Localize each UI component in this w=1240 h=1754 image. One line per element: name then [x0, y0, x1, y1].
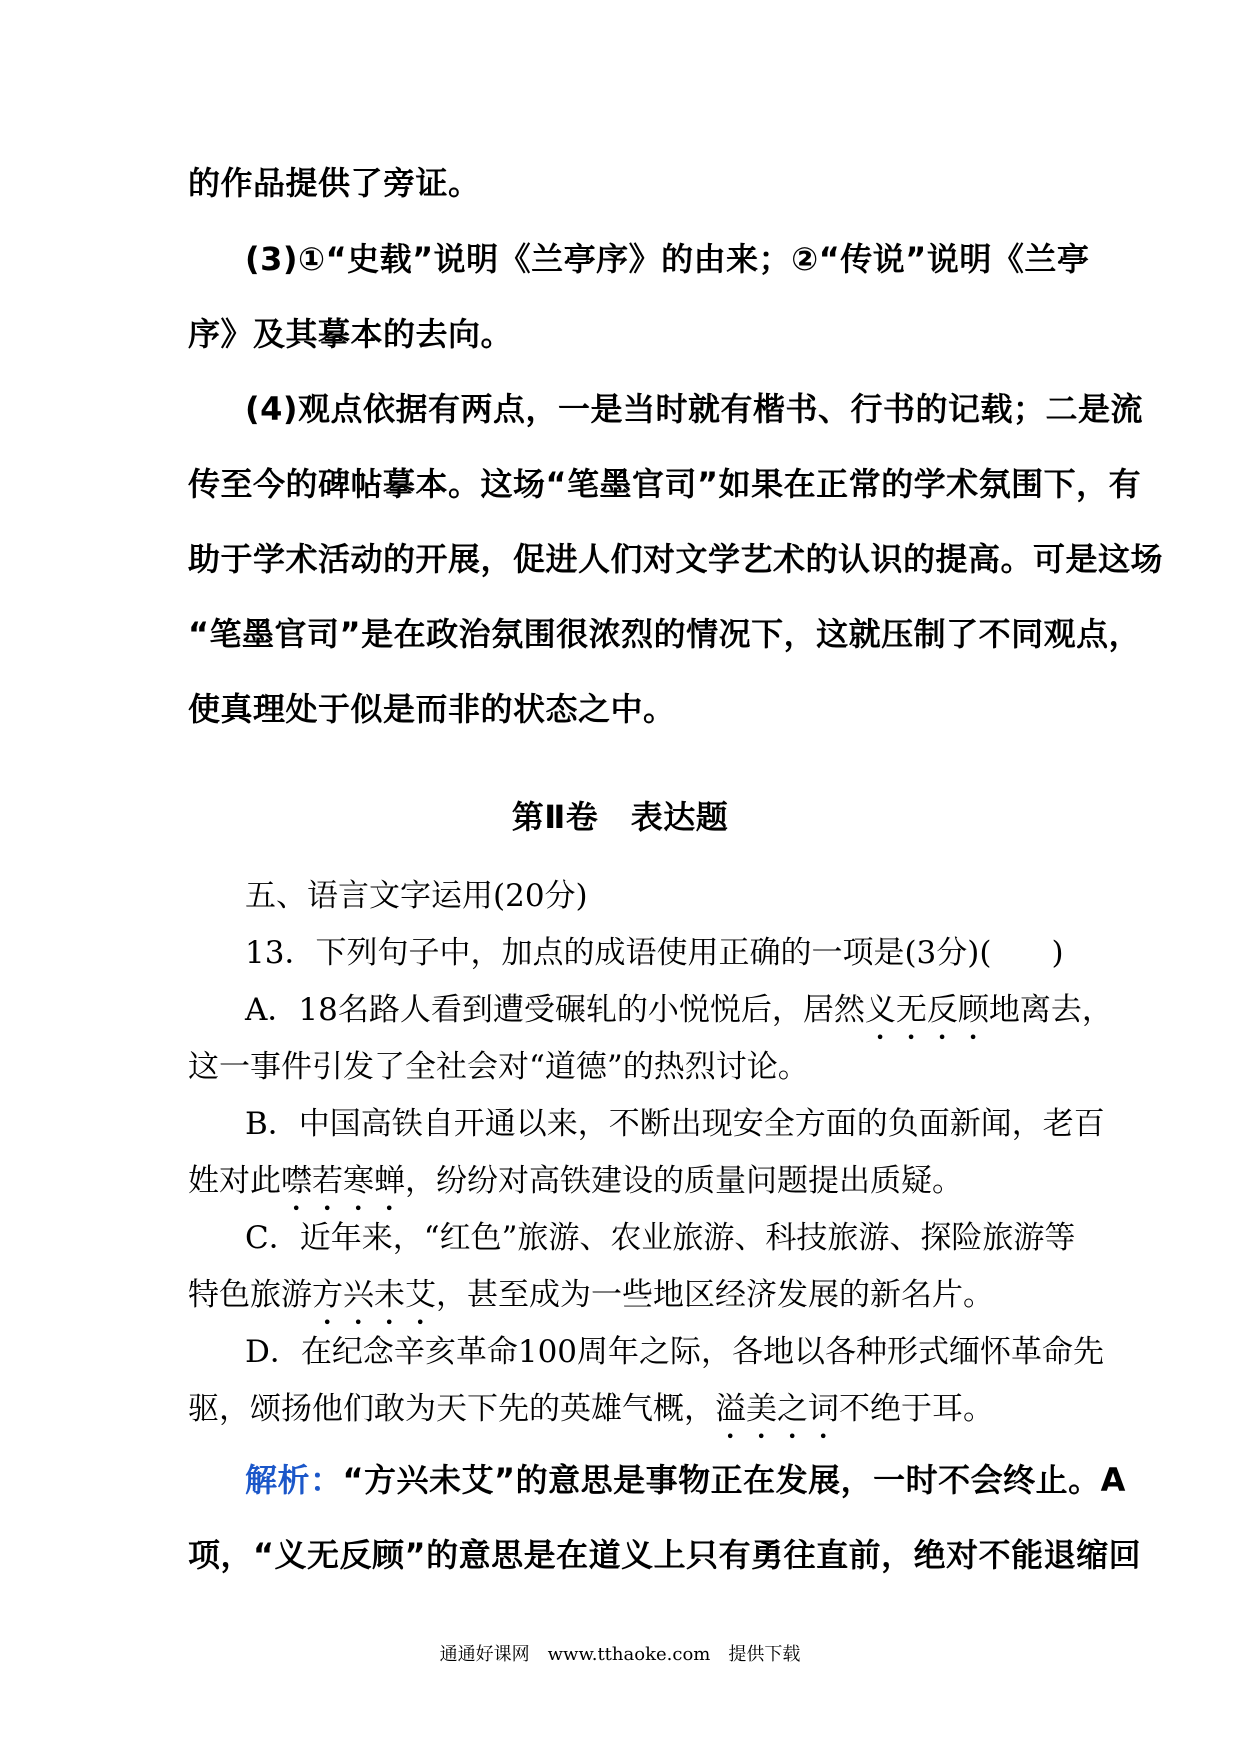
option-a-pre: A．18名路人看到遭受碾轧的小悦悦后，居然: [245, 992, 865, 1028]
answer-line-8: 使真理处于似是而非的状态之中。: [188, 690, 676, 728]
analysis-line-1: [245, 1455, 1126, 1501]
option-b-pre: 姓对此: [188, 1163, 281, 1199]
answer-line-7: “笔墨官司”是在政治氛围很浓烈的情况下，这就压制了不同观点，: [188, 615, 1142, 653]
question-stem: [245, 927, 1064, 972]
option-a-line-1: [245, 984, 1113, 1047]
option-d-pre: 驱，颂扬他们敢为天下先的英雄气概，: [188, 1391, 715, 1427]
section-title: 第Ⅱ卷 表达题: [511, 798, 729, 836]
answer-line-1: 的作品提供了旁证。: [188, 164, 481, 202]
option-c-line-2: [188, 1269, 994, 1332]
answer-line-6: 助于学术活动的开展，促进人们对文学艺术的认识的提高。可是这场: [188, 540, 1164, 578]
option-b-line-1: B．中国高铁自开通以来，不断出现安全方面的负面新闻，老百: [245, 1106, 1105, 1142]
page-footer: 通通好课网 www.tthaoke.com 提供下载: [439, 1644, 801, 1665]
question-stem-text: 13．下列句子中，加点的成语使用正确的一项是(3分)(: [245, 935, 992, 971]
option-b-line-2: [188, 1155, 963, 1218]
analysis-label: 解析：: [245, 1461, 343, 1499]
answer-line-5: 传至今的碑帖摹本。这场“笔墨官司”如果在正常的学术氛围下，有: [188, 465, 1142, 503]
option-b-post: ，纷纷对高铁建设的质量问题提出质疑。: [405, 1163, 963, 1199]
option-c-idiom: 方兴未艾: [312, 1277, 436, 1313]
part5-heading: 五、语言文字运用(20分): [245, 878, 588, 914]
option-c-pre: 特色旅游: [188, 1277, 312, 1313]
option-c-line-1: C．近年来，“红色”旅游、农业旅游、科技旅游、探险旅游等: [245, 1220, 1076, 1256]
answer-line-2: (3)①“史载”说明《兰亭序》的由来；②“传说”说明《兰亭: [245, 240, 1090, 278]
analysis-line-2: 项，“义无反顾”的意思是在道义上只有勇往直前，绝对不能退缩回: [188, 1536, 1142, 1574]
option-d-post: 不绝于耳。: [839, 1391, 994, 1427]
option-a-post: 地离去，: [988, 992, 1113, 1028]
question-stem-close: ): [1051, 935, 1064, 971]
option-a-idiom: 义无反顾: [864, 992, 989, 1028]
answer-line-3: 序》及其摹本的去向。: [188, 315, 514, 353]
analysis-text-1: “方兴未艾”的意思是事物正在发展，一时不会终止。A: [342, 1461, 1126, 1499]
option-a-line-2: 这一事件引发了全社会对“道德”的热烈讨论。: [188, 1049, 809, 1085]
option-d-line-1: D．在纪念辛亥革命100周年之际，各地以各种形式缅怀革命先: [245, 1334, 1105, 1370]
option-d-line-2: [188, 1383, 994, 1446]
option-c-post: ，甚至成为一些地区经济发展的新名片。: [436, 1277, 994, 1313]
option-d-idiom: 溢美之词: [715, 1391, 839, 1427]
answer-line-4: (4)观点依据有两点，一是当时就有楷书、行书的记载；二是流: [245, 390, 1144, 428]
option-b-idiom: 噤若寒蝉: [281, 1163, 405, 1199]
